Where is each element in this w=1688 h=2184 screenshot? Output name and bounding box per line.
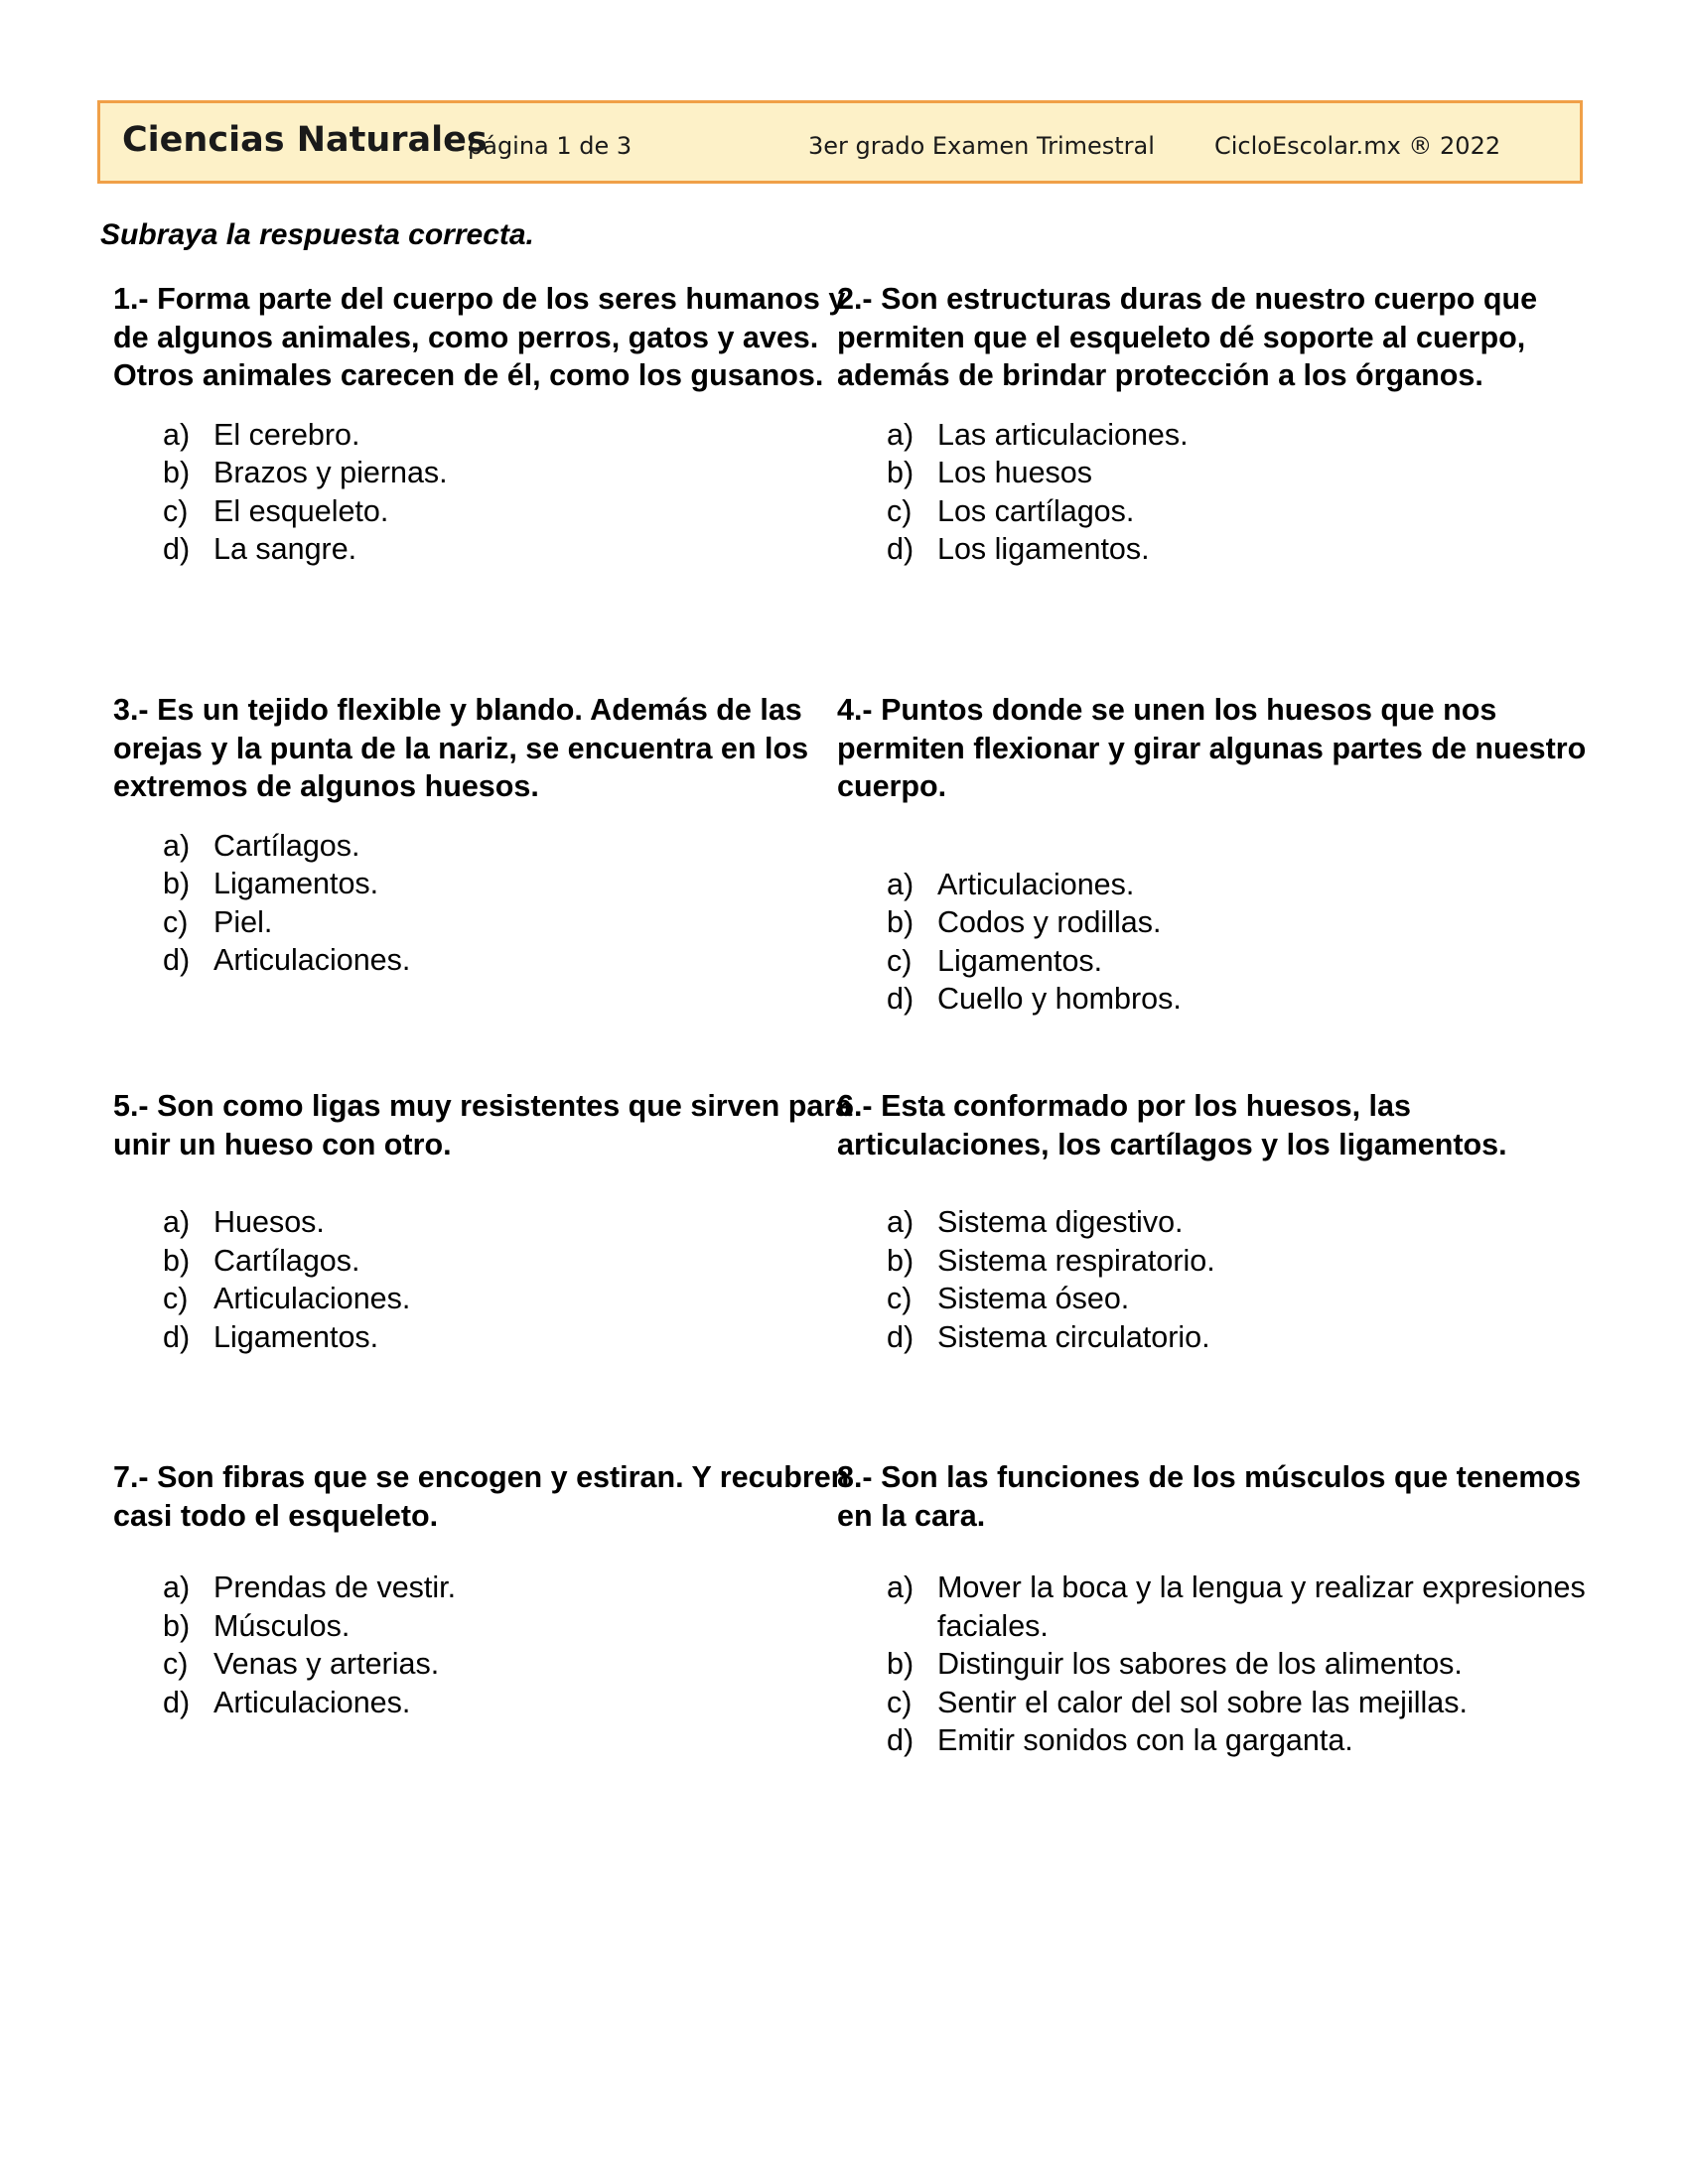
option-letter: b) (163, 1243, 191, 1278)
option-letter: d) (163, 943, 191, 977)
option-text: Ligamentos. (213, 867, 379, 900)
question-text: 5.- Son como ligas muy resistentes que sirven para unir un hueso con otro. (113, 1089, 853, 1161)
answer-option[interactable] (837, 454, 1592, 492)
question-text: 1.- Forma parte del cuerpo de los seres humanos y de algunos animales, como perros, gatos y aves. Otros animales carecen de él, como los gusanos. (113, 282, 846, 392)
option-text: Distinguir los sabores de los alimentos. (937, 1647, 1463, 1681)
option-text: Sistema circulatorio. (937, 1319, 1210, 1354)
question-text: 7.- Son fibras que se encogen y estiran. Y recubren casi todo el esqueleto. (113, 1460, 850, 1533)
answer-option[interactable] (113, 1318, 868, 1357)
option-letter: d) (887, 532, 914, 566)
question-1 (113, 280, 868, 569)
option-text: Sistema respiratorio. (937, 1243, 1215, 1278)
exam-title: 3er grado Examen Trimestral (808, 132, 1155, 160)
question-text: 3.- Es un tejido flexible y blando. Además de las orejas y la punta de la nariz, se encuentra en los extremos de algunos huesos. (113, 693, 809, 803)
option-letter: a) (887, 417, 914, 452)
question-8 (837, 1458, 1592, 1760)
option-letter: a) (887, 1205, 914, 1239)
answer-option[interactable] (113, 1607, 868, 1646)
option-letter: c) (887, 493, 913, 528)
answer-option[interactable] (837, 1684, 1592, 1722)
option-letter: b) (163, 1608, 191, 1643)
option-letter: d) (163, 532, 191, 566)
option-letter: a) (163, 828, 191, 863)
option-letter: c) (887, 1282, 913, 1315)
option-text: Sistema óseo. (937, 1282, 1130, 1315)
option-letter: d) (887, 1319, 914, 1354)
answer-option[interactable] (837, 1645, 1592, 1684)
answer-options (113, 1569, 868, 1721)
option-letter: b) (887, 905, 914, 939)
answer-option[interactable] (837, 866, 1592, 904)
answer-option[interactable] (113, 1645, 868, 1684)
option-letter: a) (887, 867, 914, 901)
option-letter: a) (163, 1205, 191, 1239)
question-6 (837, 1087, 1592, 1356)
answer-option[interactable] (113, 492, 868, 531)
option-letter: c) (887, 1685, 913, 1719)
answer-option[interactable] (837, 1242, 1592, 1281)
question-4 (837, 691, 1592, 1019)
option-text: Los cartílagos. (937, 493, 1135, 528)
question-text: 4.- Puntos donde se unen los huesos que nos permiten flexionar y girar algunas partes de nuestro cuerpo. (837, 693, 1587, 803)
answer-option[interactable] (113, 1242, 868, 1281)
answer-options (113, 416, 868, 569)
answer-option[interactable] (113, 1684, 868, 1722)
option-text: Ligamentos. (213, 1319, 379, 1354)
option-text: El cerebro. (213, 417, 360, 452)
answer-option[interactable] (837, 1203, 1592, 1242)
answer-option[interactable] (837, 980, 1592, 1019)
question-7 (113, 1458, 868, 1721)
option-text: Cuello y hombros. (937, 982, 1182, 1016)
option-text: Venas y arterias. (213, 1647, 440, 1681)
answer-options (113, 1203, 868, 1356)
answer-options (837, 1569, 1592, 1760)
answer-options (837, 416, 1592, 569)
option-letter: c) (163, 493, 189, 528)
option-text: Articulaciones. (213, 943, 411, 977)
option-text: Articulaciones. (213, 1282, 411, 1315)
option-letter: a) (887, 1570, 914, 1604)
subject-title: Ciencias Naturales (122, 120, 488, 160)
answer-option[interactable] (113, 1203, 868, 1242)
answer-option[interactable] (113, 454, 868, 492)
question-text: 6.- Esta conformado por los huesos, las articulaciones, los cartílagos y los ligamentos. (837, 1089, 1507, 1161)
answer-option[interactable] (113, 903, 868, 942)
option-text: Los ligamentos. (937, 532, 1150, 566)
option-text: Prendas de vestir. (213, 1570, 457, 1604)
answer-option[interactable] (837, 530, 1592, 569)
answer-option[interactable] (113, 530, 868, 569)
option-letter: d) (887, 982, 914, 1016)
option-text: Músculos. (213, 1608, 351, 1643)
option-text: Mover la boca y la lengua y realizar expresiones faciales. (937, 1570, 1586, 1643)
option-text: La sangre. (213, 532, 357, 566)
option-letter: b) (887, 456, 914, 489)
instruction: Subraya la respuesta correcta. (100, 218, 534, 251)
option-letter: c) (163, 1647, 189, 1681)
option-text: Huesos. (213, 1205, 325, 1239)
option-letter: a) (163, 1570, 191, 1604)
option-text: Brazos y piernas. (213, 456, 448, 489)
question-3 (113, 691, 868, 980)
answer-option[interactable] (113, 1569, 868, 1607)
answer-options (837, 866, 1592, 1019)
answer-option[interactable] (113, 827, 868, 866)
option-text: Emitir sonidos con la garganta. (937, 1723, 1353, 1757)
option-letter: d) (163, 1319, 191, 1354)
answer-option[interactable] (837, 1318, 1592, 1357)
answer-options (837, 1203, 1592, 1356)
option-text: Articulaciones. (213, 1685, 411, 1719)
site-credit: CicloEscolar.mx ® 2022 (1214, 132, 1501, 160)
option-text: Las articulaciones. (937, 417, 1189, 452)
option-letter: b) (163, 456, 191, 489)
answer-option[interactable] (837, 903, 1592, 942)
answer-option[interactable] (837, 1569, 1592, 1645)
option-text: Sistema digestivo. (937, 1205, 1184, 1239)
answer-option[interactable] (837, 1280, 1592, 1318)
answer-options (113, 827, 868, 980)
answer-option[interactable] (837, 416, 1592, 455)
option-letter: b) (887, 1243, 914, 1278)
option-letter: b) (163, 867, 191, 900)
answer-option[interactable] (837, 942, 1592, 981)
question-text: 2.- Son estructuras duras de nuestro cuerpo que permiten que el esqueleto dé soporte al cuerpo, además de brindar protección a los órganos. (837, 282, 1538, 392)
page-header (97, 100, 1583, 184)
question-2 (837, 280, 1592, 569)
option-text: Cartílagos. (213, 1243, 360, 1278)
answer-option[interactable] (837, 1721, 1592, 1760)
option-letter: c) (163, 1282, 189, 1315)
option-text: Articulaciones. (937, 867, 1135, 901)
option-text: Codos y rodillas. (937, 905, 1162, 939)
option-text: Piel. (213, 904, 273, 939)
question-5 (113, 1087, 868, 1356)
answer-option[interactable] (837, 492, 1592, 531)
option-text: El esqueleto. (213, 493, 389, 528)
option-text: Los huesos (937, 456, 1092, 489)
page-number: página 1 de 3 (468, 132, 633, 160)
option-letter: a) (163, 417, 191, 452)
answer-option[interactable] (113, 416, 868, 455)
option-letter: d) (887, 1723, 914, 1757)
option-letter: b) (887, 1647, 914, 1681)
option-letter: c) (163, 904, 189, 939)
answer-option[interactable] (113, 865, 868, 903)
option-text: Cartílagos. (213, 828, 360, 863)
option-text: Ligamentos. (937, 943, 1103, 978)
question-text: 8.- Son las funciones de los músculos que tenemos en la cara. (837, 1460, 1582, 1533)
option-letter: d) (163, 1685, 191, 1719)
option-text: Sentir el calor del sol sobre las mejillas. (937, 1685, 1468, 1719)
answer-option[interactable] (113, 1280, 868, 1318)
answer-option[interactable] (113, 941, 868, 980)
option-letter: c) (887, 943, 913, 978)
